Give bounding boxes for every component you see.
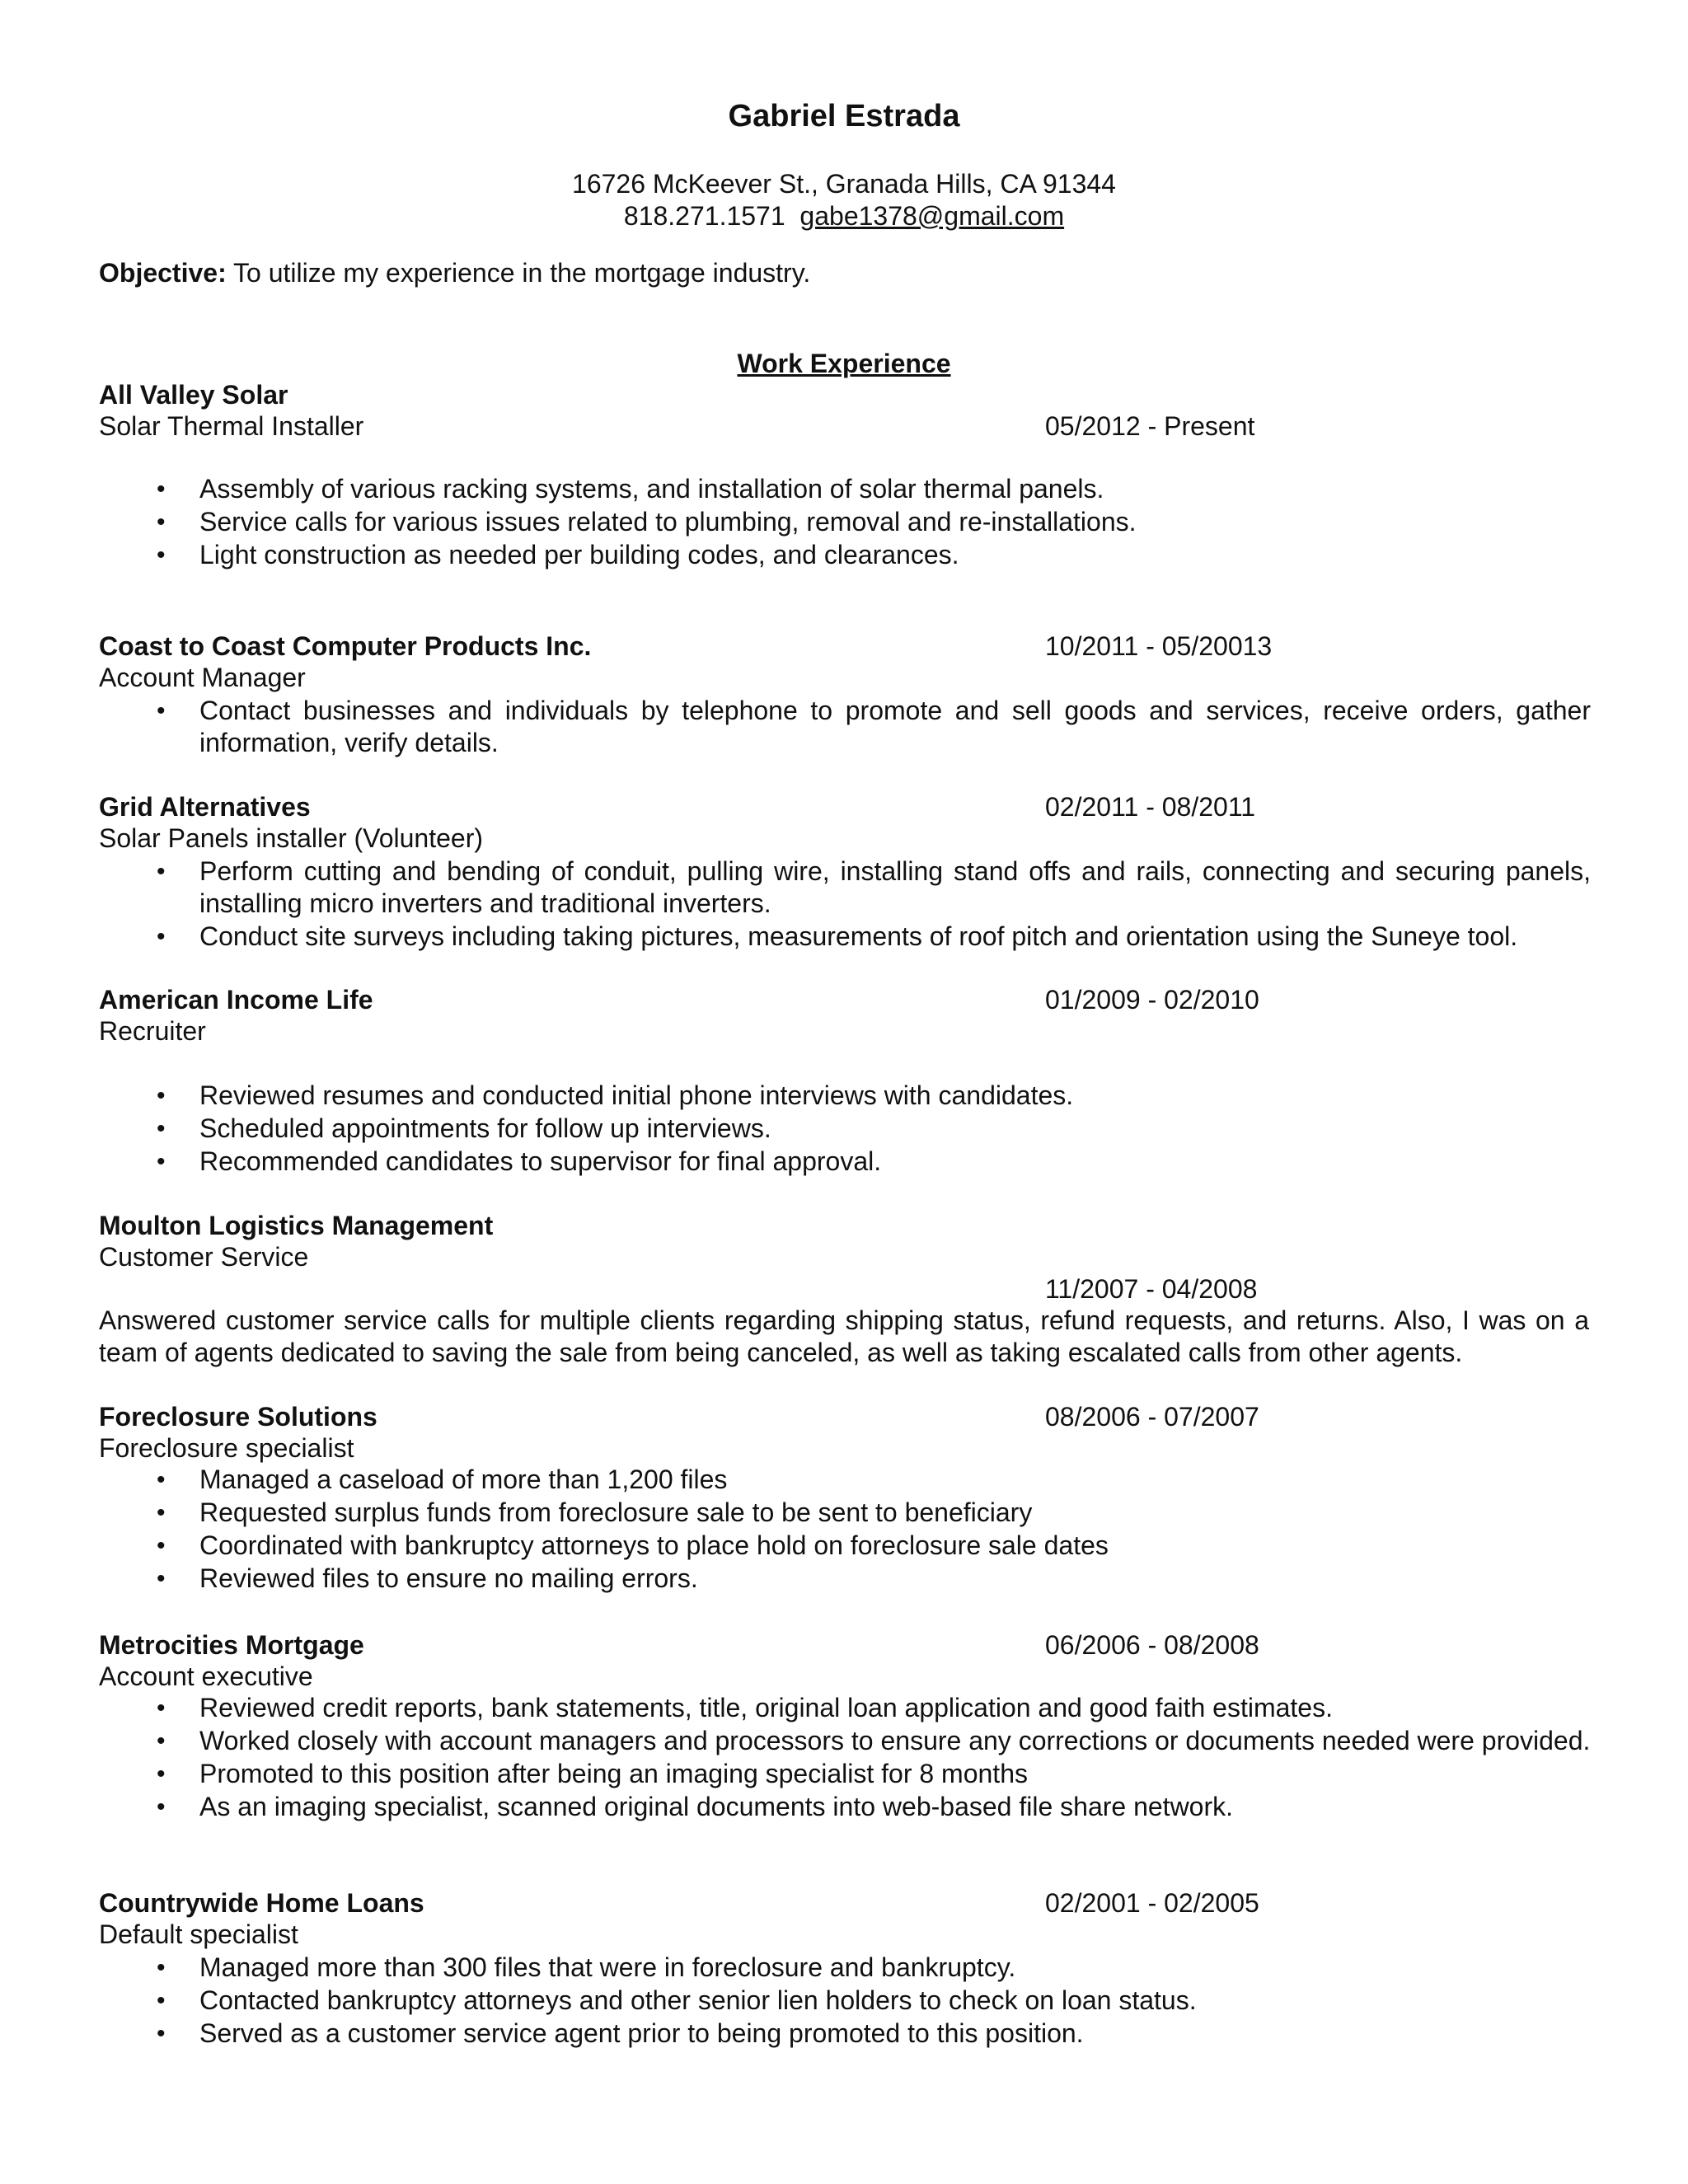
bullet-icon: • <box>157 1727 166 1755</box>
job-dates: 10/2011 - 05/20013 <box>1045 631 1273 661</box>
list-item <box>99 1464 1591 1496</box>
bullet-text: Contact businesses and individuals by telephone to promote and sell goods and services, receive orders, gather information, verify details. <box>199 696 1591 757</box>
job-title: Default specialist <box>99 1919 298 1949</box>
bullet-text: Reviewed credit reports, bank statements, title, original loan application and good faith estimates. <box>199 1693 1333 1722</box>
bullet-text: Conduct site surveys including taking pictures, measurements of roof pitch and orientation using the Suneye tool. <box>199 921 1518 951</box>
job-dates: 01/2009 - 02/2010 <box>1045 985 1259 1015</box>
bullet-icon: • <box>157 2020 166 2047</box>
list-item <box>99 1146 1591 1178</box>
bullet-text: Managed more than 300 files that were in foreclosure and bankruptcy. <box>199 1952 1016 1982</box>
phone-number: 818.271.1571 <box>623 201 785 231</box>
job-dates: 06/2006 - 08/2008 <box>1045 1630 1259 1660</box>
bullet-icon: • <box>157 1793 166 1821</box>
job-bullets <box>99 473 1591 572</box>
list-item <box>99 1725 1591 1757</box>
bullet-text: Reviewed files to ensure no mailing errors. <box>199 1563 698 1593</box>
bullet-text: Reviewed resumes and conducted initial phone interviews with candidates. <box>199 1080 1074 1110</box>
job-dates: 02/2011 - 08/2011 <box>1045 792 1256 822</box>
bullet-text: Service calls for various issues related to plumbing, removal and re-installations. <box>199 507 1137 537</box>
email-link[interactable]: gabe1378@gmail.com <box>799 201 1065 231</box>
job-title: Customer Service <box>99 1242 309 1272</box>
list-item <box>99 506 1591 538</box>
job-bullets <box>99 855 1591 954</box>
job-bullets <box>99 1464 1591 1596</box>
bullet-icon: • <box>157 858 166 885</box>
bullet-icon: • <box>157 923 166 950</box>
bullet-text: Recommended candidates to supervisor for final approval. <box>199 1146 882 1176</box>
bullet-text: Light construction as needed per building codes, and clearances. <box>199 540 959 569</box>
job-dates: 08/2006 - 07/2007 <box>1045 1402 1259 1432</box>
list-item <box>99 1080 1591 1112</box>
list-item <box>99 1692 1591 1724</box>
bullet-text: Managed a caseload of more than 1,200 files <box>199 1465 728 1494</box>
job-description: Answered customer service calls for multiple clients regarding shipping status, refund requests, and returns. Also, I was on a team of agents dedicated to saving the sale from being canceled, as well as taking escalated calls from other agents. <box>99 1305 1589 1367</box>
section-title-work-experience: Work Experience <box>737 349 951 378</box>
job-dates: 05/2012 - Present <box>1045 411 1255 441</box>
bullet-icon: • <box>157 1987 166 2014</box>
job-company: Foreclosure Solutions <box>99 1402 377 1432</box>
job-company: Grid Alternatives <box>99 792 311 822</box>
job-bullets <box>99 1080 1591 1179</box>
bullet-icon: • <box>157 697 166 724</box>
bullet-icon: • <box>157 1115 166 1142</box>
job-title: Recruiter <box>99 1016 206 1046</box>
job-company: American Income Life <box>99 985 373 1015</box>
bullet-icon: • <box>157 1954 166 1981</box>
bullet-icon: • <box>157 1148 166 1175</box>
list-item <box>99 1985 1591 2017</box>
contact-line <box>0 200 1688 232</box>
bullet-icon: • <box>157 1499 166 1526</box>
address: 16726 McKeever St., Granada Hills, CA 91344 <box>572 169 1116 199</box>
bullet-icon: • <box>157 1082 166 1109</box>
job-title: Solar Panels installer (Volunteer) <box>99 823 484 853</box>
bullet-icon: • <box>157 541 166 569</box>
list-item <box>99 855 1591 920</box>
bullet-text: Perform cutting and bending of conduit, pulling wire, installing stand offs and rails, connecting and securing panels, installing micro inverters and traditional inverters. <box>199 856 1591 918</box>
bullet-text: Scheduled appointments for follow up interviews. <box>199 1113 771 1143</box>
job-title: Solar Thermal Installer <box>99 411 364 441</box>
list-item <box>99 539 1591 571</box>
bullet-icon: • <box>157 476 166 503</box>
bullet-text: Assembly of various racking systems, and installation of solar thermal panels. <box>199 474 1104 504</box>
job-company: Moulton Logistics Management <box>99 1211 494 1240</box>
bullet-text: Worked closely with account managers and processors to ensure any corrections or documents needed were provided. <box>199 1726 1591 1755</box>
bullet-icon: • <box>157 1694 166 1722</box>
job-bullets <box>99 695 1591 760</box>
job-title: Account executive <box>99 1661 313 1691</box>
objective-text: To utilize my experience in the mortgage industry. <box>226 258 811 288</box>
bullet-text: As an imaging specialist, scanned original documents into web-based file share network. <box>199 1792 1234 1821</box>
list-item <box>99 1497 1591 1529</box>
list-item <box>99 1758 1591 1790</box>
list-item <box>99 1563 1591 1595</box>
job-bullets <box>99 1952 1591 2050</box>
list-item <box>99 2018 1591 2050</box>
job-company: Countrywide Home Loans <box>99 1888 424 1918</box>
list-item <box>99 695 1591 759</box>
bullet-icon: • <box>157 1532 166 1559</box>
applicant-name: Gabriel Estrada <box>728 99 960 134</box>
bullet-icon: • <box>157 1466 166 1493</box>
bullet-icon: • <box>157 1760 166 1788</box>
list-item <box>99 473 1591 505</box>
bullet-text: Coordinated with bankruptcy attorneys to place hold on foreclosure sale dates <box>199 1530 1109 1560</box>
list-item <box>99 921 1591 953</box>
job-dates: 02/2001 - 02/2005 <box>1045 1888 1259 1918</box>
job-company: All Valley Solar <box>99 380 288 410</box>
list-item <box>99 1530 1591 1562</box>
bullet-text: Promoted to this position after being an imaging specialist for 8 months <box>199 1759 1028 1788</box>
job-company: Metrocities Mortgage <box>99 1630 364 1660</box>
objective <box>99 257 810 289</box>
bullet-text: Requested surplus funds from foreclosure sale to be sent to beneficiary <box>199 1497 1033 1527</box>
list-item <box>99 1791 1591 1823</box>
list-item <box>99 1113 1591 1145</box>
job-bullets <box>99 1692 1591 1824</box>
bullet-text: Contacted bankruptcy attorneys and other senior lien holders to check on loan status. <box>199 1985 1197 2015</box>
job-title: Account Manager <box>99 663 306 692</box>
job-company: Coast to Coast Computer Products Inc. <box>99 631 592 661</box>
job-title: Foreclosure specialist <box>99 1433 354 1463</box>
list-item <box>99 1952 1591 1984</box>
bullet-text: Served as a customer service agent prior to being promoted to this position. <box>199 2018 1084 2048</box>
bullet-icon: • <box>157 1565 166 1592</box>
bullet-icon: • <box>157 509 166 536</box>
objective-label: Objective: <box>99 258 227 288</box>
job-dates: 11/2007 - 04/2008 <box>1045 1274 1258 1304</box>
